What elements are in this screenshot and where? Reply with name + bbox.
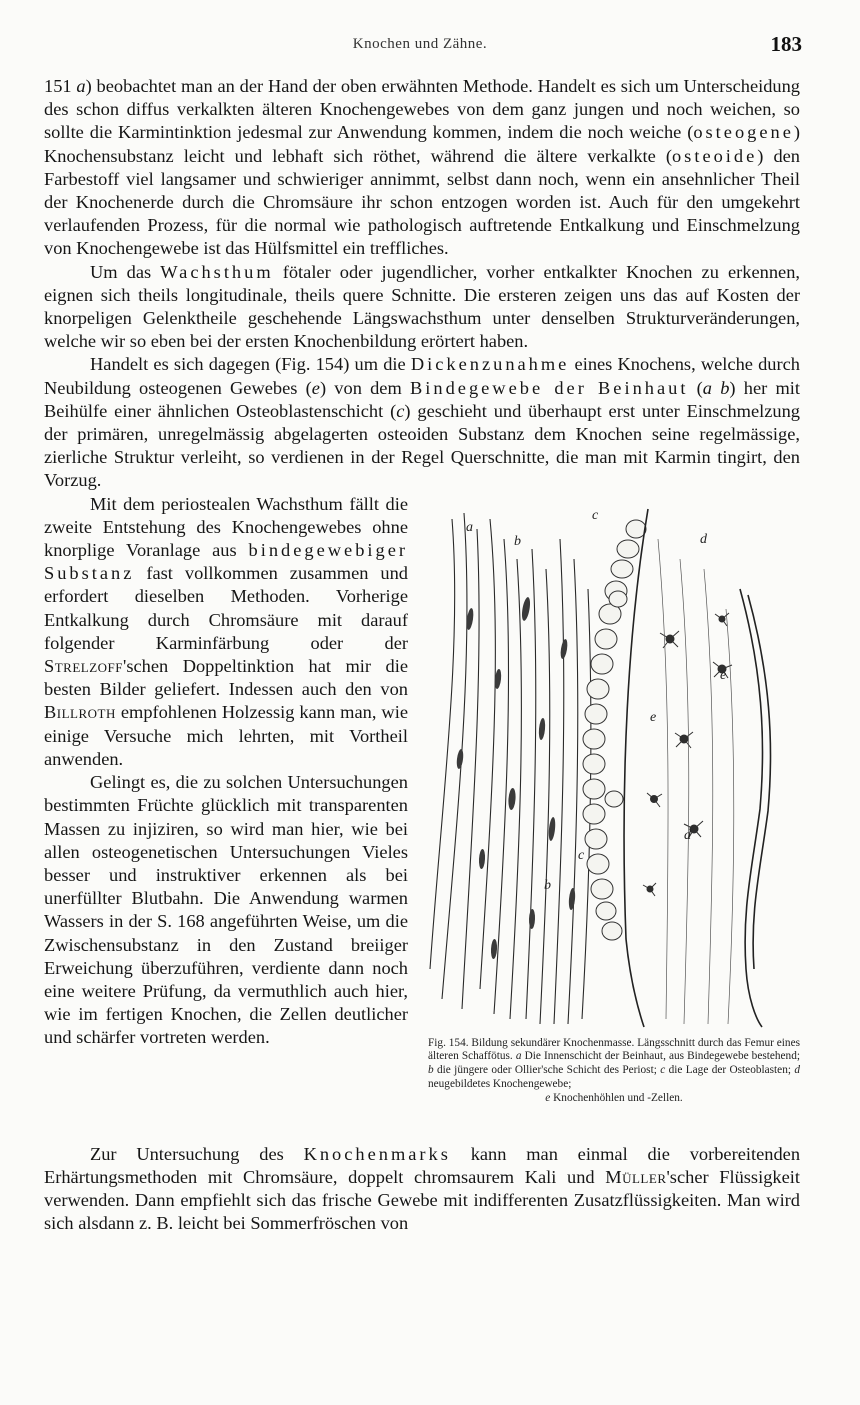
bone-fibrils xyxy=(658,539,734,1024)
figure-154 xyxy=(422,499,800,1139)
text-run: empfohlenen Holzessig kann man, wie einige Versuche mich lehrten, mit Vortheil anwenden. xyxy=(44,702,408,769)
text-run: 'schen Doppeltinktion hat mir die besten Bilder geliefert. Indessen auch den von xyxy=(44,656,408,700)
running-head: Knochen und Zähne. xyxy=(352,36,488,52)
author-name-mueller: Müller xyxy=(605,1166,667,1187)
text-run: ) Knochensubstanz leicht und lebhaft sich röthet, während die ältere verkalkte ( xyxy=(44,122,800,166)
text-run: ) geschieht und überhaupt erst unter Einschmelzung der primären, unregelmässig abgelagerten osteoiden Substanz dem Knochen seine regelmässige, zierliche Struktur verleiht, so verdienen in der Regel Querschnitte, die man mit Karmin tingirt, den Vorzug. xyxy=(44,400,800,491)
text-run: Um das xyxy=(90,261,161,282)
text-run: ) von dem xyxy=(319,377,411,398)
bone-cells xyxy=(643,613,732,896)
caption-run: die jüngere oder Ollier'sche Schicht des Periost; xyxy=(433,1064,661,1077)
text-run: ) beobachtet man an der Hand der oben erwähnten Methode. Handelt es sich um Unterscheidung des schon diffus verkalkten älteren Knochengewebes von dem ganz jungen und noch weichen, so sollte die Karmintinktion jedesmal zur Anwendung kommen, indem die noch weiche ( xyxy=(44,76,800,143)
paragraph-6 xyxy=(44,1143,800,1236)
caption-italic: b xyxy=(428,1064,434,1077)
caption-italic: c xyxy=(660,1064,666,1077)
page-number: 183 xyxy=(770,32,802,56)
caption-italic: d xyxy=(794,1064,800,1077)
text-run: 151 xyxy=(44,76,77,96)
bone-boundary xyxy=(624,509,770,1027)
caption-run: Knochenhöhlen und -Zellen. xyxy=(550,1091,683,1104)
caption-run: Die Innenschicht der Beinhaut, aus Bindegewebe bestehend; xyxy=(521,1050,800,1063)
spaced-term-bindegewebe: Bindegewebe der Beinhaut xyxy=(410,377,689,398)
paragraph-3 xyxy=(44,353,800,492)
label-a: a xyxy=(466,519,473,535)
label-b: b xyxy=(514,533,521,549)
label-b-second: b xyxy=(544,877,551,893)
paragraph-2 xyxy=(44,261,800,354)
text-run: Mit dem periostealen Wachsthum fällt die zweite Entstehung des Knochengewebes ohne knorplige Voranlage aus xyxy=(44,493,408,561)
osteoblast-layer xyxy=(583,520,646,940)
caption-italic: a xyxy=(515,1050,522,1063)
text-run: kann man einmal die vorbereitenden Erhärtungsmethoden mit Chromsäure, doppelt chromsaurem Kali und xyxy=(44,1143,801,1187)
text-run: Gelingt es, die zu solchen Untersuchungen bestimmten Früchte glücklich mit transparenten Massen zu injiziren, so wird man hier, wie bei allen osteogenetischen Untersuchungen Vieles besser und instruktiver erkennen als bei unerfüllter Blutbahn. Die Anwendung warmen Wassers in der S. 168 angeführten Weise, um die Zwischensubstanz in den Zustand breiiger Erweichung überzuführen, verdiente dann noch eine weitere Prüfung, da vermuthlich auch hier, wie im fertigen Knochen, die Zellen deutlicher und schärfer vortreten werden. xyxy=(44,772,408,1048)
text-run: ( xyxy=(688,377,703,398)
spaced-term-osteoide: osteoide xyxy=(671,145,758,166)
figure-caption xyxy=(422,1037,800,1106)
page-header xyxy=(44,32,802,60)
author-name-strelzoff: Strelzoff xyxy=(44,656,124,677)
text-run: Zur Untersuchung des xyxy=(90,1143,304,1164)
spaced-term-dickenzunahme: Dickenzunahme xyxy=(410,354,570,375)
text-run: fötaler oder jugendlicher, vorher entkalkter Knochen zu erkennen, eignen sich theils longitudinale, theils quere Schnitte. Die ersteren zeigen uns das auf Kosten der knorpeligen Gelenktheile geschehende Längswachsthum unter denselben Strukturveränderungen, welche wir so eben bei der ersten Knochenbildung erörtert haben. xyxy=(44,261,800,352)
caption-italic: e xyxy=(545,1091,551,1104)
author-name-billroth: Billroth xyxy=(44,702,116,723)
bone-section-illustration xyxy=(422,499,800,1029)
caption-run: die Lage der Osteoblasten; xyxy=(665,1064,795,1077)
spaced-term-wachsthum: Wachsthum xyxy=(160,261,274,282)
spaced-term-knochenmarks: Knochenmarks xyxy=(303,1143,451,1164)
spaced-term-osteogene: osteogene xyxy=(693,122,794,143)
caption-run: Fig. 154. Bildung sekundärer Knochenmasse. Längsschnitt durch das Femur eines älteren Schaffötus. xyxy=(428,1036,800,1063)
label-c: c xyxy=(592,507,599,523)
caption-last-line xyxy=(428,1092,800,1106)
label-e-second: e xyxy=(650,709,657,725)
caption-run: neugebildetes Knochengewebe; xyxy=(428,1078,572,1091)
paragraph-1 xyxy=(44,75,800,261)
label-d-second: d xyxy=(684,827,691,843)
text-run: ) den Farbestoff viel langsamer und schwieriger annimmt, selbst dann noch, wenn ein ansehnlicher Theil der Knochenerde durch die Chromsäure ihr schon entzogen worden ist. Auch für den umgekehrt verlaufenden Prozess, für die normal wie pathologisch auftretende Entkalkung und Einschmelzung von Knochengewebe ist das Hülfsmittel ein treffliches. xyxy=(44,145,801,259)
text-run: 'scher Flüssigkeit verwenden. Dann empfiehlt sich das frische Gewebe mit indifferenten Zusatzflüssigkeiten. Man wird sich alsdann z. B. leicht bei Sommerfröschen von xyxy=(44,1166,800,1234)
text-run: eines Knochens, welche durch Neubildung osteogenen Gewebes ( xyxy=(44,354,800,398)
text-run-italic: e xyxy=(311,377,320,398)
text-run: Handelt es sich dagegen (Fig. 154) um die xyxy=(90,354,411,375)
label-e: e xyxy=(720,667,727,683)
text-run-italic: a b xyxy=(702,377,730,398)
text-run-italic: c xyxy=(396,400,405,421)
label-c-second: c xyxy=(578,847,585,863)
text-run: ) her mit Beihülfe einer ähnlichen Osteoblastenschicht ( xyxy=(44,377,801,421)
connective-tissue-fibers xyxy=(430,513,591,1024)
text-run-italic: a xyxy=(76,76,86,96)
label-d: d xyxy=(700,531,707,547)
text-run: fast vollkommen zusammen und erfordert dieselben Methoden. Vorherige Entkalkung durch Chromsäure mit darauf folgender Karminfärbung oder der xyxy=(44,563,408,653)
body-text xyxy=(44,75,800,1235)
spaced-term-bindegewebiger-substanz: bindegewebiger Substanz xyxy=(44,540,408,584)
